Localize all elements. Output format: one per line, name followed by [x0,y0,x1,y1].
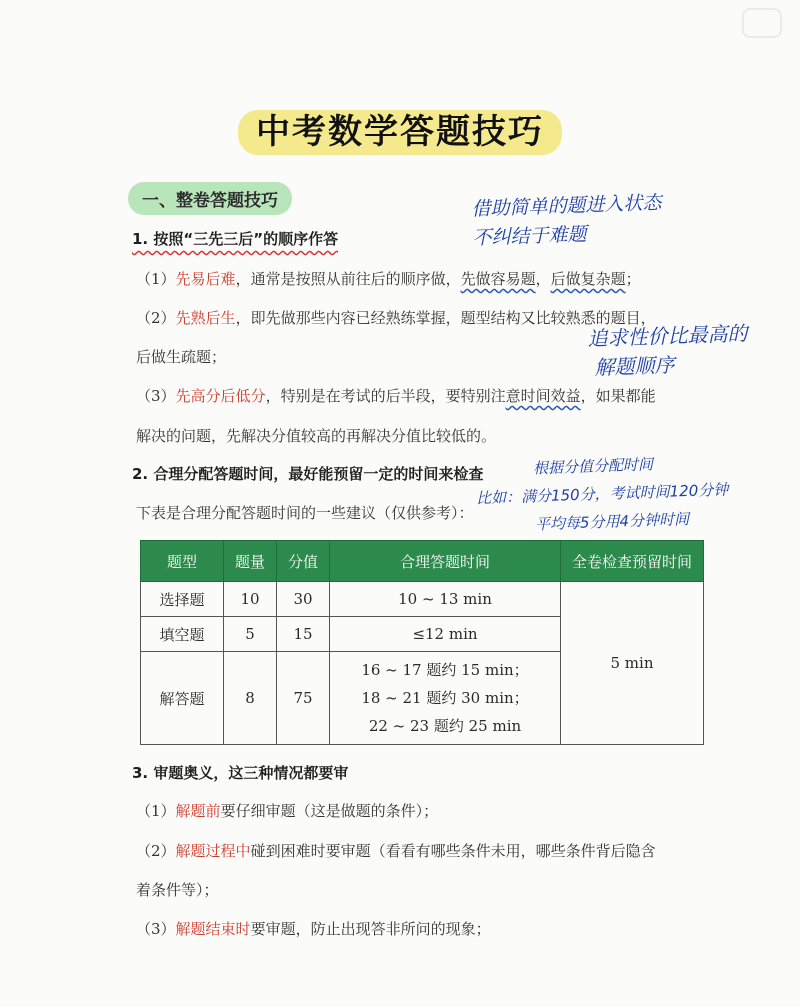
cell-score: 75 [277,652,330,745]
item1-line-4 [136,385,656,406]
time-line: 18 ~ 21 题约 30 min； [361,689,529,707]
underlined-text: 意时间效益 [505,387,581,405]
item3-line-1 [136,800,438,821]
cell-type: 填空题 [141,617,224,652]
line-sep: ， [535,270,551,288]
item1-line-5: 解决的问题，先解决分值较高的再解决分值比较低的。 [136,427,497,445]
line-suffix: ； [625,270,641,288]
time-allocation-table [140,540,704,745]
item3-line-4 [136,918,491,939]
handwritten-note-2 [587,319,749,383]
cell-type: 解答题 [141,652,224,745]
underlined-text: 后做复杂题 [550,270,626,288]
highlight-text: 先熟后生 [175,309,236,327]
line-text: 碰到困难时要审题（看看有哪些条件未用，哪些条件背后隐含 [250,842,656,860]
header-cell: 题量 [224,541,277,582]
cell-score: 30 [277,582,330,617]
note-line: 借助简单的题进入状态 [471,191,662,221]
line-text: 要审题，防止出现答非所问的现象； [250,920,491,938]
header-cell: 合理答题时间 [330,541,561,582]
header-cell: 全卷检查预留时间 [561,541,704,582]
note-line: 根据分值分配时间 [532,455,654,478]
line-text: ，即先做那些内容已经熟练掌握，题型结构又比较熟悉的题目， [235,309,656,327]
page-title: 中考数学答题技巧 [238,100,562,157]
item3-line-3: 着条件等）； [136,881,219,899]
cell-count: 5 [224,617,277,652]
highlight-text: 解题结束时 [175,920,251,938]
cell-time-multi [330,652,561,745]
note-line: 比如：满分150分，考试时间120分钟 [475,480,729,508]
highlight-text: 先高分后低分 [175,387,266,405]
line-prefix: （1） [136,270,176,288]
highlight-text: 解题过程中 [175,842,251,860]
header-cell: 题型 [141,541,224,582]
table-header-row [141,541,704,582]
item1-line-3: 后做生疏题； [136,348,227,366]
underlined-text: 先做容易题 [460,270,536,288]
line-text: 要仔细审题（这是做题的条件）； [220,802,439,820]
note-line: 平均每5分用4分钟时间 [534,509,690,534]
line-prefix: （3） [136,920,176,938]
time-line: 16 ~ 17 题约 15 min； [361,661,529,679]
title-block [0,100,800,157]
heading-1: 1. 按照“三先三后”的顺序作答 [132,230,339,248]
line-prefix: （2） [136,309,176,327]
time-line: 22 ~ 23 题约 25 min [368,717,522,735]
line-suffix: ，如果都能 [580,387,656,405]
note-line: 追求性价比最高的 [587,321,748,351]
table-row [141,582,704,617]
item1-line-1 [136,268,641,289]
item1-line-2 [136,307,656,328]
heading-3: 3. 审题奥义，这三种情况都要审 [132,764,349,782]
line-prefix: （1） [136,802,176,820]
highlight-text: 解题前 [175,802,221,820]
cell-time: 10 ~ 13 min [330,582,561,617]
cell-time: ≤12 min [330,617,561,652]
cell-count: 8 [224,652,277,745]
cell-score: 15 [277,617,330,652]
line-prefix: （2） [136,842,176,860]
highlight-text: 先易后难 [175,270,236,288]
cell-count: 10 [224,582,277,617]
line-prefix: （3） [136,387,176,405]
item3-line-2 [136,840,656,861]
line-text: ，通常是按照从前往后的顺序做， [235,270,461,288]
cell-type: 选择题 [141,582,224,617]
note-line: 不纠结于难题 [472,223,587,250]
line-text: ，特别是在考试的后半段，要特别注 [265,387,506,405]
handwritten-note-1 [471,189,663,254]
section-tag: 一、整卷答题技巧 [128,182,292,215]
cell-check-time: 5 min [561,582,704,745]
corner-badge [742,8,782,38]
heading-2: 2. 合理分配答题时间，最好能预留一定的时间来检查 [132,465,484,483]
table-intro: 下表是合理分配答题时间的一些建议（仅供参考）： [136,504,474,522]
note-line: 解题顺序 [594,352,675,380]
header-cell: 分值 [277,541,330,582]
handwritten-note-3 [475,448,730,541]
